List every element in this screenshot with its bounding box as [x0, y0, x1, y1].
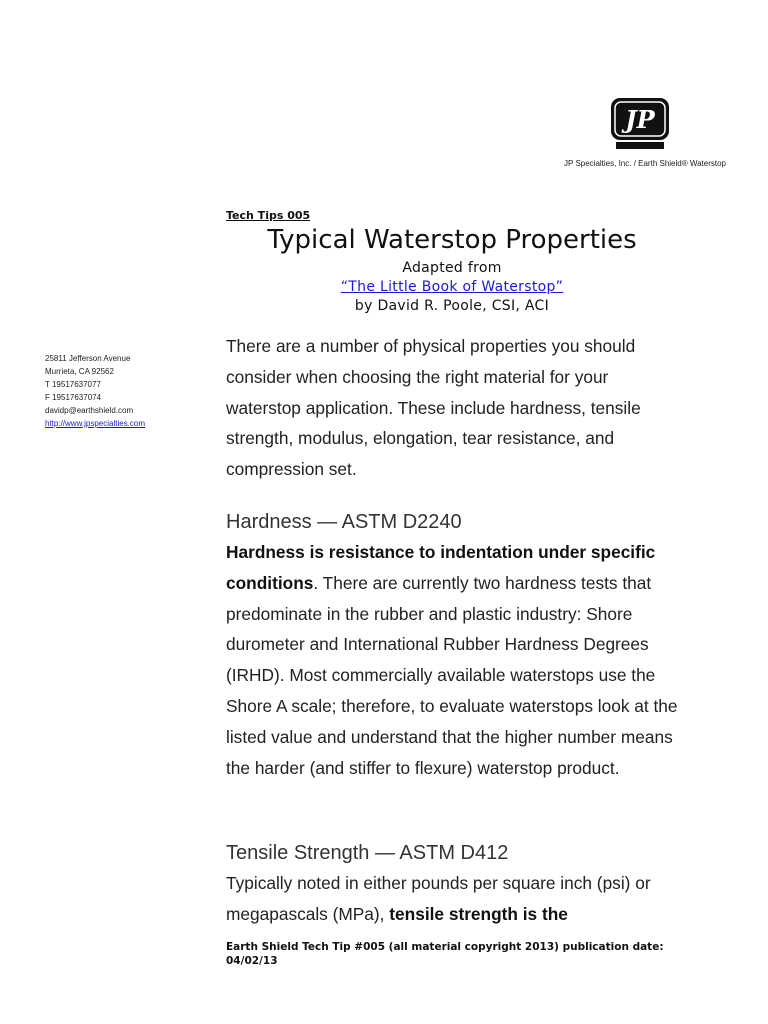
author-byline: by David R. Poole, CSI, ACI	[354, 298, 550, 314]
logo-lettering: JP	[625, 105, 655, 134]
tech-tips-label: Tech Tips 005	[226, 209, 311, 222]
page-title: Typical Waterstop Properties	[267, 225, 637, 255]
tensile-heading: Tensile Strength — ASTM D412	[226, 842, 509, 864]
hardness-heading: Hardness — ASTM D2240	[226, 511, 462, 533]
book-link[interactable]: “The Little Book of Waterstop”	[340, 279, 564, 295]
address-block	[45, 352, 205, 430]
hardness-paragraph	[226, 537, 686, 783]
tensile-paragraph	[226, 868, 686, 930]
adapted-from-text: Adapted from	[402, 260, 502, 276]
address-street: 25811 Jefferson Avenue	[45, 354, 131, 363]
footer-note: Earth Shield Tech Tip #005 (all material copyright 2013) publication date: 04/02/13	[226, 941, 664, 967]
address-phone: T 19517637077	[45, 380, 101, 389]
address-email: davidp@earthshield.com	[45, 406, 134, 415]
address-city: Murrieta, CA 92562	[45, 367, 114, 376]
address-fax: F 19517637074	[45, 393, 102, 402]
intro-paragraph: There are a number of physical properties you should consider when choosing the right material for your waterstop application. These include hardness, tensile strength, modulus, elongation, tear resistance, and compression set.	[226, 336, 641, 480]
jp-specialties-logo-icon	[610, 97, 670, 151]
tensile-body: Typically noted in either pounds per square inch (psi) or megapascals (MPa),	[226, 873, 651, 924]
tensile-definition: tensile strength is the	[389, 903, 568, 924]
website-link[interactable]: http://www.jpspecialties.com	[45, 419, 146, 428]
hardness-body: . There are currently two hardness tests that predominate in the rubber and plastic industry: Shore durometer and International Rubber Hardness Degrees (IRHD). Most commercially available waterstops use the Shore A scale; therefore, to evaluate waterstops look at the listed value and understand that the higher number means the harder (and stiffer to flexure) waterstop product.	[226, 572, 678, 778]
hardness-definition: Hardness is resistance to indentation under specific conditions	[226, 542, 656, 593]
company-line: JP Specialties, Inc. / Earth Shield® Waterstop	[564, 159, 726, 168]
